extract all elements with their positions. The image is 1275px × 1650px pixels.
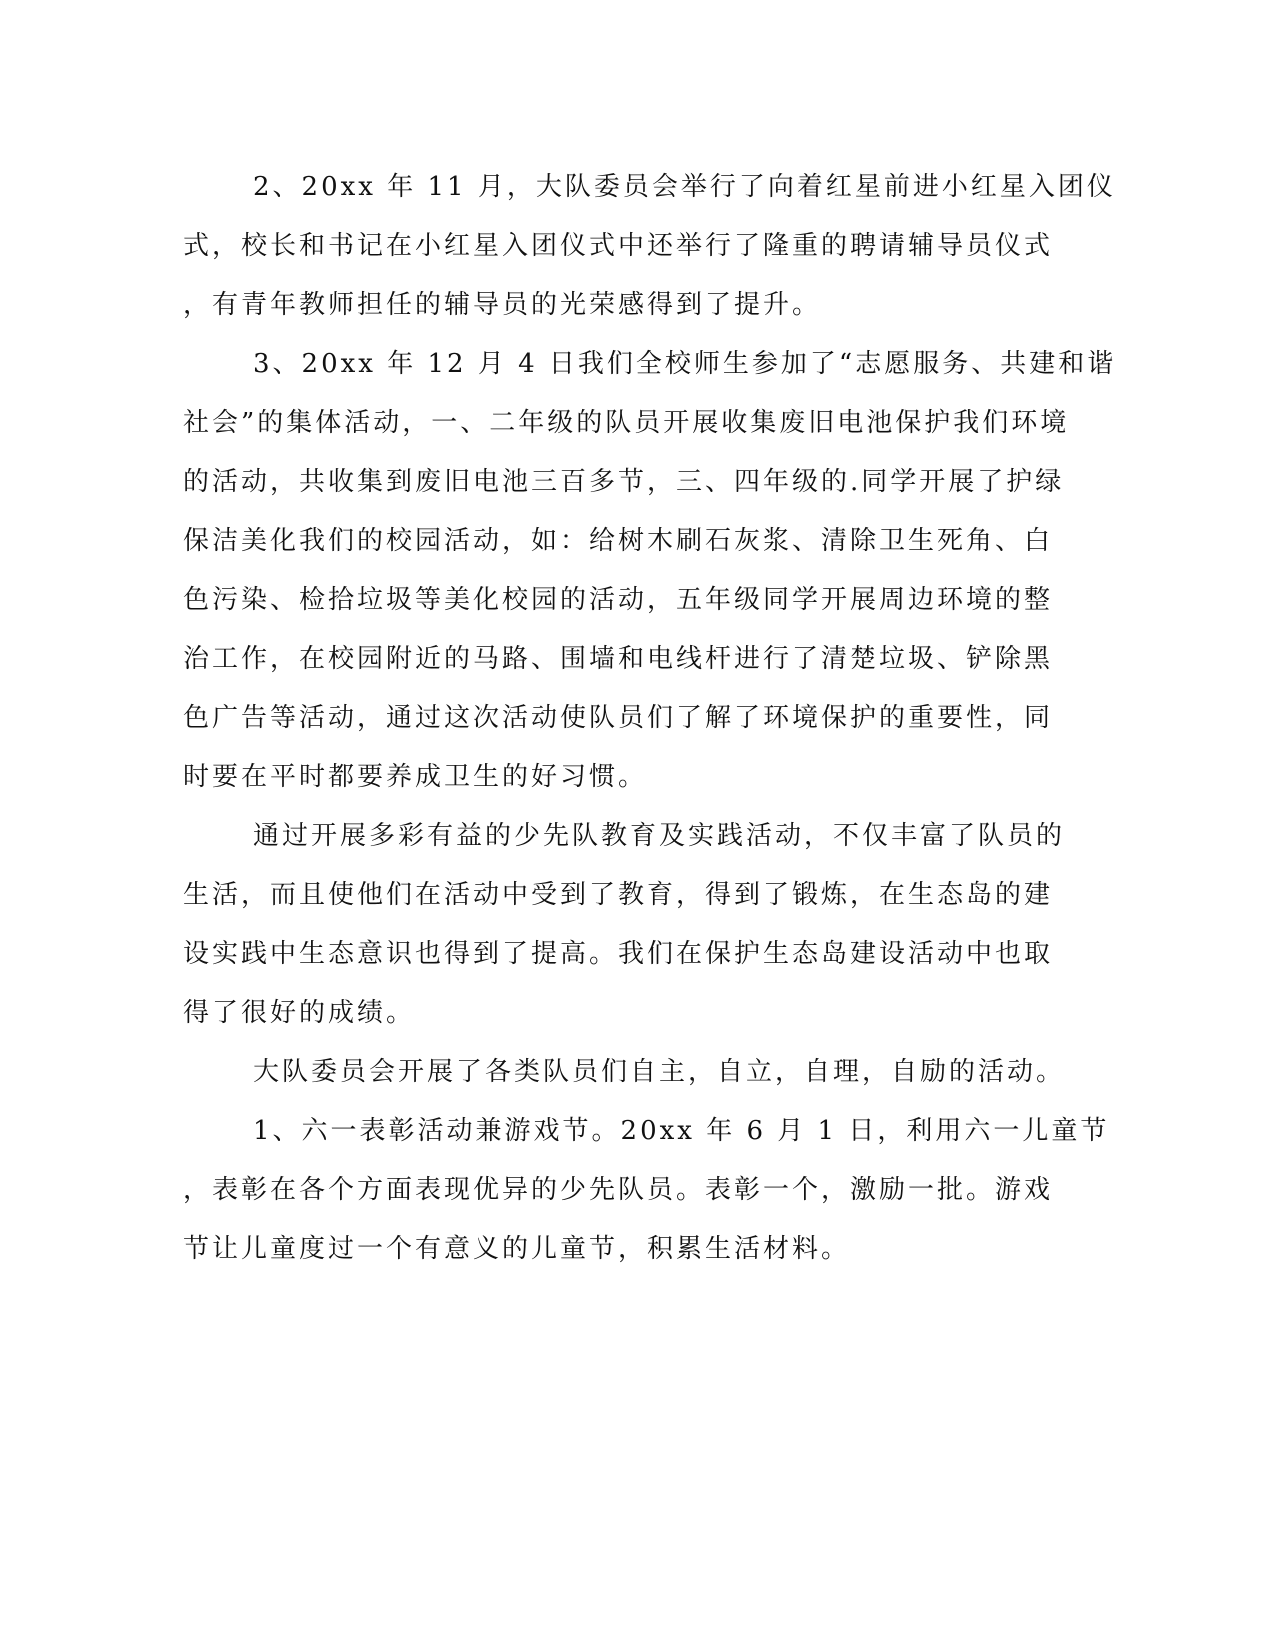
- paragraph-item-1: [183, 1102, 1110, 1279]
- text-line: 节让儿童度过一个有意义的儿童节，积累生活材料。: [183, 1234, 851, 1264]
- text-line: 保洁美化我们的校园活动，如：给树木刷石灰浆、清除卫生死角、白: [183, 526, 1054, 556]
- text-line: 色污染、检拾垃圾等美化校园的活动，五年级同学开展周边环境的整: [183, 585, 1054, 615]
- text-line: 的活动，共收集到废旧电池三百多节，三、四年级的.同学开展了护绿: [183, 467, 1065, 497]
- paragraph-intro: [183, 1043, 1066, 1102]
- text-line: 得了很好的成绩。: [183, 998, 416, 1028]
- paragraph-summary: [183, 807, 1066, 1043]
- text-line: 色广告等活动，通过这次活动使队员们了解了环境保护的重要性，同: [183, 703, 1054, 733]
- text-line: 设实践中生态意识也得到了提高。我们在保护生态岛建设活动中也取: [183, 939, 1054, 969]
- text-line: 大队委员会开展了各类队员们自主，自立，自理，自励的活动。: [253, 1057, 1066, 1087]
- text-line: ，表彰在各个方面表现优异的少先队员。表彰一个，激励一批。游戏: [183, 1175, 1054, 1205]
- document-body: [183, 158, 1117, 1279]
- text-line: ，有青年教师担任的辅导员的光荣感得到了提升。: [183, 290, 822, 320]
- text-line: 通过开展多彩有益的少先队教育及实践活动，不仅丰富了队员的: [253, 821, 1066, 851]
- text-line: 时要在平时都要养成卫生的好习惯。: [183, 762, 648, 792]
- paragraph-item-3: [183, 335, 1117, 807]
- text-line: 1、六一表彰活动兼游戏节。20xx 年 6 月 1 日，利用六一儿童节: [253, 1116, 1110, 1146]
- text-line: 治工作，在校园附近的马路、围墙和电线杆进行了清楚垃圾、铲除黑: [183, 644, 1054, 674]
- text-line: 2、20xx 年 11 月，大队委员会举行了向着红星前进小红星入团仪: [253, 172, 1116, 202]
- paragraph-item-2: [183, 158, 1116, 335]
- text-line: 社会”的集体活动，一、二年级的队员开展收集废旧电池保护我们环境: [183, 408, 1070, 438]
- text-line: 3、20xx 年 12 月 4 日我们全校师生参加了“志愿服务、共建和谐: [253, 349, 1117, 379]
- text-line: 生活，而且使他们在活动中受到了教育，得到了锻炼，在生态岛的建: [183, 880, 1054, 910]
- text-line: 式，校长和书记在小红星入团仪式中还举行了隆重的聘请辅导员仪式: [183, 231, 1054, 261]
